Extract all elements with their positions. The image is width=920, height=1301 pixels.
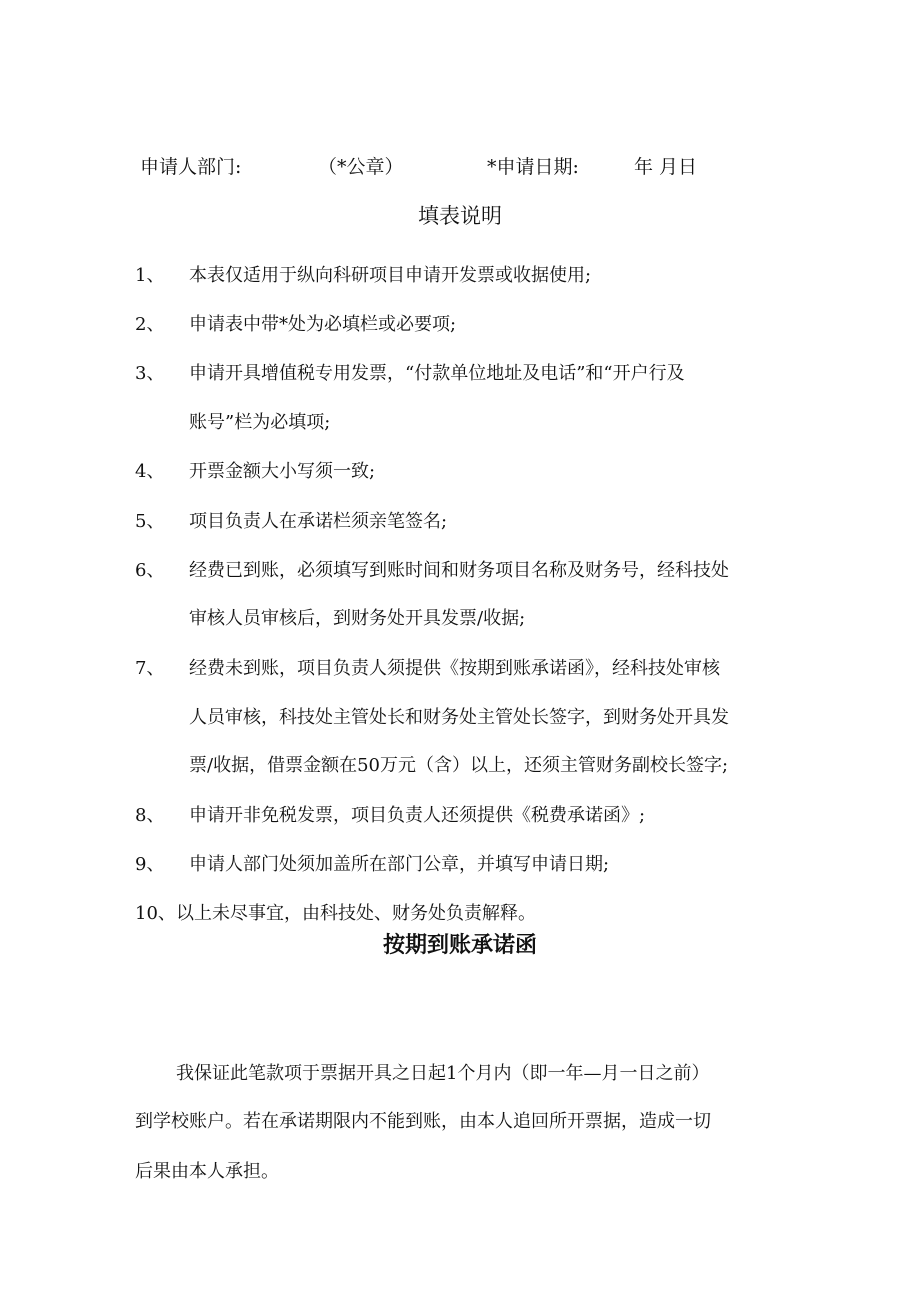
- item-text: 申请开具增值税专用发票，“付款单位地址及电话”和“开户行及: [189, 363, 685, 384]
- item-number: 7、: [135, 658, 165, 679]
- seal-label: （*公章）: [318, 156, 404, 178]
- item-text: 以上未尽事宜，由科技处、财务处负责解释。: [176, 903, 536, 924]
- apply-date-label: *申请日期:: [487, 156, 579, 178]
- commitment-line: 到学校账户。若在承诺期限内不能到账，由本人追回所开票据，造成一切: [135, 1111, 711, 1132]
- commitment-line: 我保证此笔款项于票据开具之日起1个月内（即一年—月一日之前）: [176, 1063, 710, 1084]
- commitment-title: 按期到账承诺函: [382, 933, 537, 958]
- item-text-continued: 审核人员审核后，到财务处开具发票/收据;: [189, 608, 526, 629]
- item-text: 申请表中带*处为必填栏或必要项;: [189, 314, 457, 335]
- item-number: 3、: [135, 363, 165, 384]
- item-number: 5、: [135, 511, 165, 532]
- item-number: 8、: [135, 805, 165, 826]
- item-text-continued: 账号”栏为必填项;: [189, 412, 331, 433]
- item-number: 1、: [135, 265, 165, 286]
- item-text-continued: 人员审核，科技处主管处长和财务处主管处长签字，到财务处开具发: [189, 707, 729, 728]
- item-number: 4、: [135, 461, 165, 482]
- item-text: 开票金额大小写须一致;: [189, 461, 376, 482]
- item-number: 6、: [135, 560, 165, 581]
- item-text: 经费已到账，必须填写到账时间和财务项目名称及财务号，经科技处: [189, 560, 729, 581]
- item-text-continued: 票/收据，借票金额在50万元（含）以上，还须主管财务副校长签字;: [189, 755, 729, 776]
- item-number: 9、: [135, 854, 165, 875]
- item-text: 经费未到账，项目负责人须提供《按期到账承诺函》，经科技处审核: [189, 658, 720, 679]
- instructions-title: 填表说明: [418, 204, 502, 228]
- item-text: 申请人部门处须加盖所在部门公章，并填写申请日期;: [189, 854, 610, 875]
- commitment-line: 后果由本人承担。: [135, 1161, 279, 1182]
- item-text: 申请开非免税发票，项目负责人还须提供《税费承诺函》;: [189, 805, 646, 826]
- item-number: 10、: [135, 903, 176, 924]
- item-text: 项目负责人在承诺栏须亲笔签名;: [189, 511, 448, 532]
- apply-date-value: 年 月日: [634, 156, 698, 178]
- item-text: 本表仅适用于纵向科研项目申请开发票或收据使用;: [189, 265, 592, 286]
- applicant-dept-label: 申请人部门:: [140, 156, 242, 178]
- item-number: 2、: [135, 314, 165, 335]
